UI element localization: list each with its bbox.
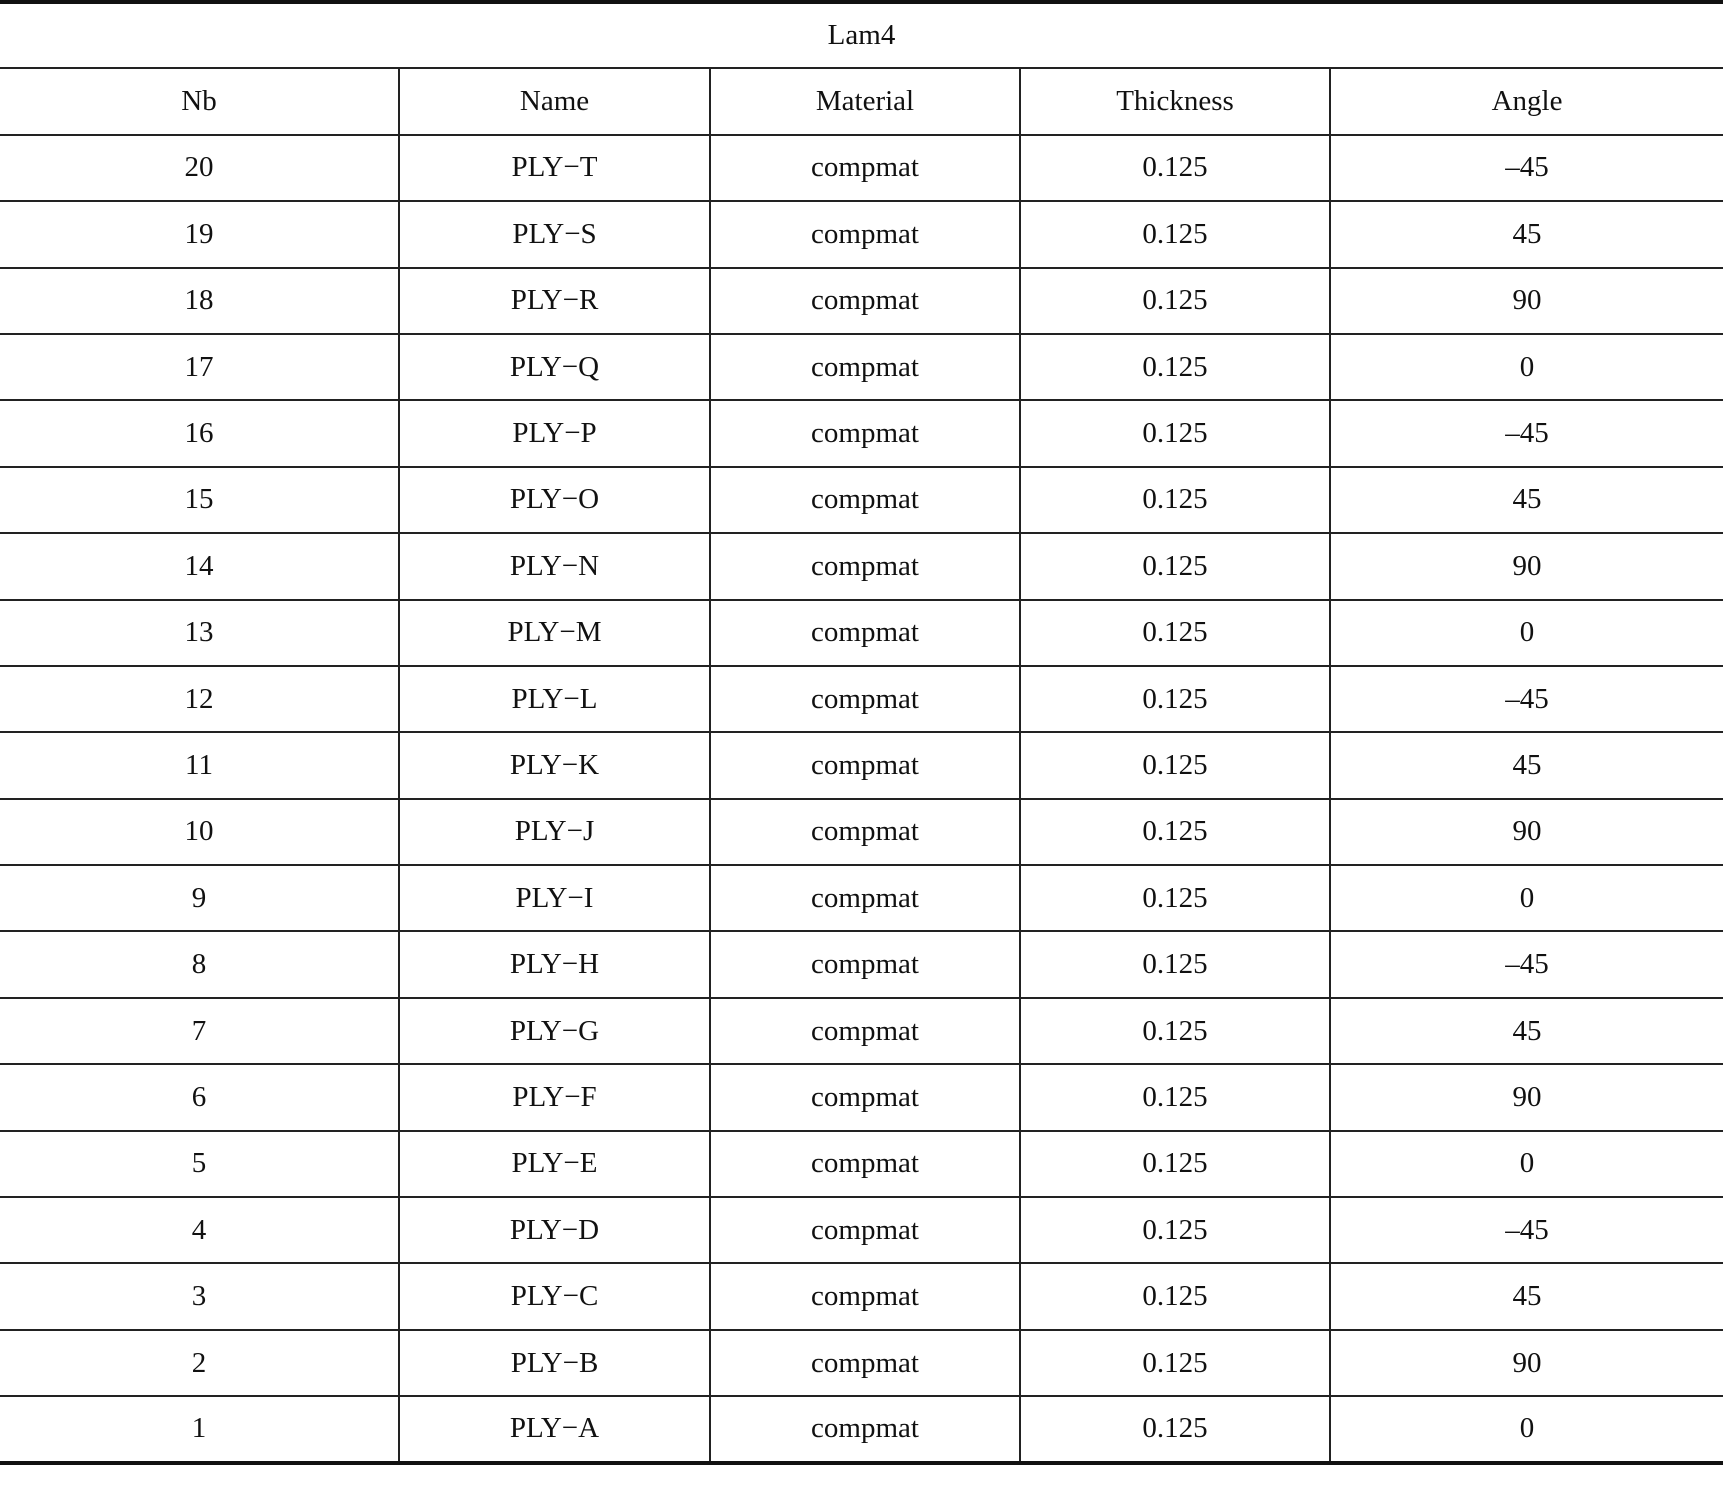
cell-thickness: 0.125 (1020, 1197, 1330, 1263)
cell-thickness: 0.125 (1020, 1131, 1330, 1197)
cell-thickness: 0.125 (1020, 135, 1330, 201)
cell-nb: 3 (0, 1263, 399, 1329)
table-caption: Lam4 (0, 2, 1723, 68)
cell-material: compmat (710, 1396, 1020, 1462)
cell-material: compmat (710, 732, 1020, 798)
cell-nb: 7 (0, 998, 399, 1064)
cell-nb: 5 (0, 1131, 399, 1197)
cell-material: compmat (710, 998, 1020, 1064)
cell-name: PLY−M (399, 600, 710, 666)
table-row (0, 865, 1723, 931)
cell-thickness: 0.125 (1020, 201, 1330, 267)
cell-angle: –45 (1330, 666, 1723, 732)
cell-angle: 0 (1330, 865, 1723, 931)
table-row (0, 1396, 1723, 1462)
cell-thickness: 0.125 (1020, 1064, 1330, 1130)
cell-angle: 45 (1330, 1263, 1723, 1329)
cell-name: PLY−I (399, 865, 710, 931)
table-row (0, 600, 1723, 666)
cell-thickness: 0.125 (1020, 1263, 1330, 1329)
cell-angle: 0 (1330, 600, 1723, 666)
cell-name: PLY−E (399, 1131, 710, 1197)
column-header-material: Material (710, 68, 1020, 134)
cell-name: PLY−F (399, 1064, 710, 1130)
cell-nb: 20 (0, 135, 399, 201)
cell-nb: 14 (0, 533, 399, 599)
cell-material: compmat (710, 1263, 1020, 1329)
cell-angle: 90 (1330, 1064, 1723, 1130)
cell-thickness: 0.125 (1020, 268, 1330, 334)
table-row (0, 400, 1723, 466)
cell-thickness: 0.125 (1020, 600, 1330, 666)
cell-angle: 0 (1330, 1396, 1723, 1462)
table-row (0, 666, 1723, 732)
cell-angle: 45 (1330, 732, 1723, 798)
table-row (0, 334, 1723, 400)
table-row (0, 467, 1723, 533)
cell-angle: –45 (1330, 1197, 1723, 1263)
cell-name: PLY−Q (399, 334, 710, 400)
cell-thickness: 0.125 (1020, 1396, 1330, 1462)
cell-material: compmat (710, 931, 1020, 997)
cell-nb: 9 (0, 865, 399, 931)
cell-angle: 90 (1330, 533, 1723, 599)
cell-thickness: 0.125 (1020, 1330, 1330, 1396)
table-row (0, 268, 1723, 334)
cell-name: PLY−S (399, 201, 710, 267)
cell-material: compmat (710, 1330, 1020, 1396)
column-header-name: Name (399, 68, 710, 134)
cell-material: compmat (710, 1197, 1020, 1263)
cell-name: PLY−G (399, 998, 710, 1064)
cell-nb: 2 (0, 1330, 399, 1396)
cell-angle: –45 (1330, 400, 1723, 466)
cell-material: compmat (710, 865, 1020, 931)
cell-material: compmat (710, 666, 1020, 732)
cell-name: PLY−L (399, 666, 710, 732)
table-caption-row (0, 2, 1723, 68)
cell-angle: 45 (1330, 467, 1723, 533)
cell-nb: 15 (0, 467, 399, 533)
cell-material: compmat (710, 201, 1020, 267)
cell-angle: 0 (1330, 334, 1723, 400)
cell-nb: 10 (0, 799, 399, 865)
cell-angle: 45 (1330, 998, 1723, 1064)
cell-material: compmat (710, 467, 1020, 533)
table-row (0, 1131, 1723, 1197)
cell-angle: 90 (1330, 1330, 1723, 1396)
cell-material: compmat (710, 1064, 1020, 1130)
cell-name: PLY−B (399, 1330, 710, 1396)
cell-thickness: 0.125 (1020, 799, 1330, 865)
cell-name: PLY−R (399, 268, 710, 334)
cell-thickness: 0.125 (1020, 666, 1330, 732)
table-row (0, 1263, 1723, 1329)
cell-name: PLY−P (399, 400, 710, 466)
cell-thickness: 0.125 (1020, 334, 1330, 400)
cell-nb: 6 (0, 1064, 399, 1130)
cell-name: PLY−N (399, 533, 710, 599)
cell-material: compmat (710, 135, 1020, 201)
cell-angle: 45 (1330, 201, 1723, 267)
cell-material: compmat (710, 799, 1020, 865)
table-row (0, 533, 1723, 599)
table-header-row (0, 68, 1723, 134)
table-row (0, 799, 1723, 865)
column-header-angle: Angle (1330, 68, 1723, 134)
cell-thickness: 0.125 (1020, 998, 1330, 1064)
cell-material: compmat (710, 1131, 1020, 1197)
table-body (0, 135, 1723, 1463)
cell-nb: 8 (0, 931, 399, 997)
table-row (0, 1197, 1723, 1263)
table-row (0, 201, 1723, 267)
cell-material: compmat (710, 600, 1020, 666)
table-row (0, 135, 1723, 201)
cell-thickness: 0.125 (1020, 865, 1330, 931)
column-header-thickness: Thickness (1020, 68, 1330, 134)
cell-name: PLY−H (399, 931, 710, 997)
table-row (0, 998, 1723, 1064)
cell-angle: 90 (1330, 268, 1723, 334)
column-header-nb: Nb (0, 68, 399, 134)
cell-name: PLY−O (399, 467, 710, 533)
cell-name: PLY−A (399, 1396, 710, 1462)
cell-name: PLY−J (399, 799, 710, 865)
cell-nb: 12 (0, 666, 399, 732)
cell-nb: 17 (0, 334, 399, 400)
cell-thickness: 0.125 (1020, 467, 1330, 533)
cell-thickness: 0.125 (1020, 732, 1330, 798)
cell-angle: 0 (1330, 1131, 1723, 1197)
cell-name: PLY−K (399, 732, 710, 798)
cell-nb: 1 (0, 1396, 399, 1462)
table-row (0, 1064, 1723, 1130)
cell-thickness: 0.125 (1020, 533, 1330, 599)
cell-nb: 19 (0, 201, 399, 267)
table-row (0, 931, 1723, 997)
cell-nb: 13 (0, 600, 399, 666)
cell-thickness: 0.125 (1020, 931, 1330, 997)
cell-material: compmat (710, 334, 1020, 400)
cell-nb: 18 (0, 268, 399, 334)
cell-thickness: 0.125 (1020, 400, 1330, 466)
cell-angle: 90 (1330, 799, 1723, 865)
cell-material: compmat (710, 400, 1020, 466)
cell-material: compmat (710, 533, 1020, 599)
cell-nb: 11 (0, 732, 399, 798)
cell-material: compmat (710, 268, 1020, 334)
cell-name: PLY−T (399, 135, 710, 201)
cell-name: PLY−D (399, 1197, 710, 1263)
table-row (0, 1330, 1723, 1396)
cell-nb: 16 (0, 400, 399, 466)
cell-name: PLY−C (399, 1263, 710, 1329)
table-row (0, 732, 1723, 798)
cell-angle: –45 (1330, 931, 1723, 997)
cell-angle: –45 (1330, 135, 1723, 201)
cell-nb: 4 (0, 1197, 399, 1263)
